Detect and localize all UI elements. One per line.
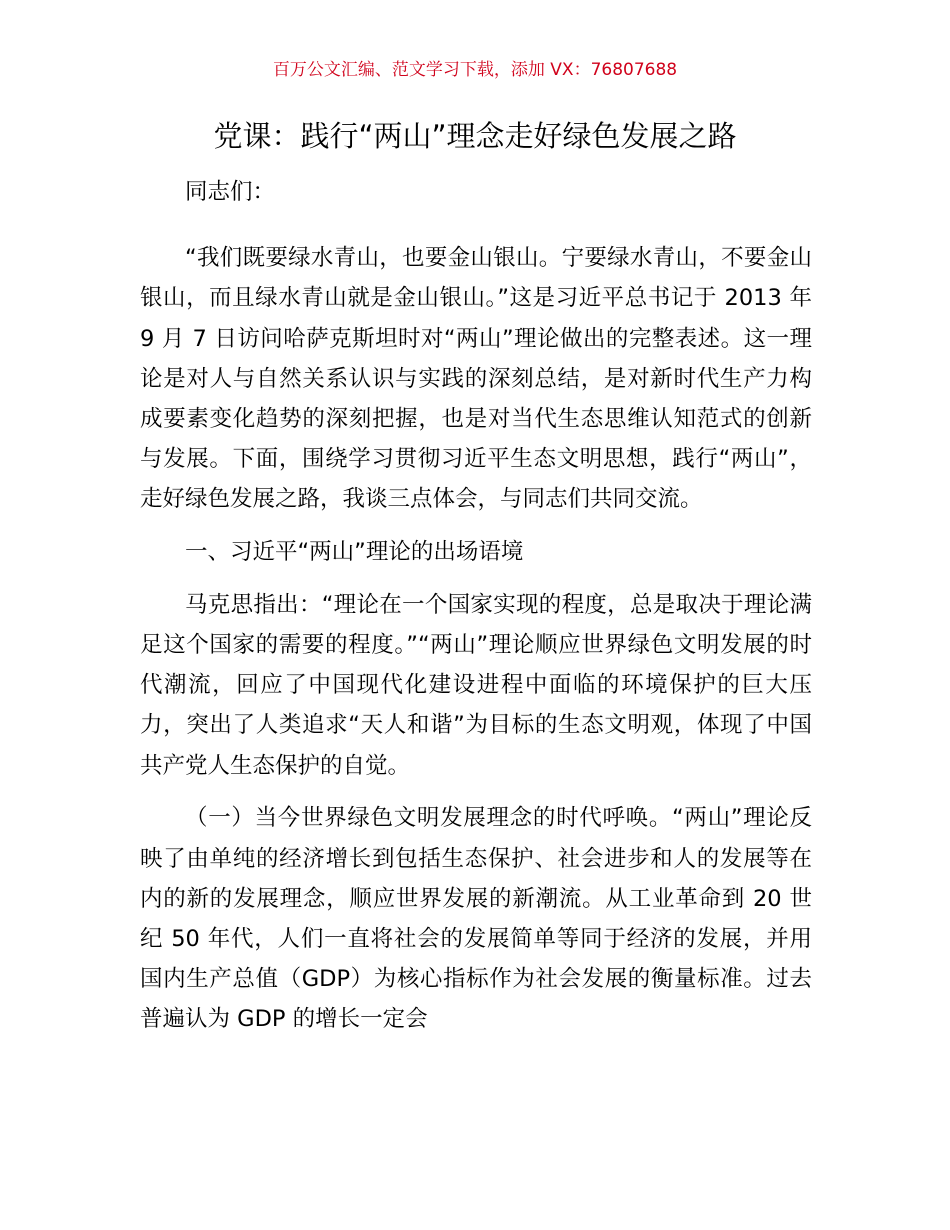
paragraph-marx-quote: 马克思指出：“理论在一个国家实现的程度，总是取决于理论满足这个国家的需要的程度。”“两山”理论顺应世界绿色文明发展的时代潮流，回应了中国现代化建设进程中面临的环境保护的巨大压力，突出了人类追求“天人和谐”为目标的生态文明观，体现了中国共产党人生态保护的自觉。	[140, 591, 812, 779]
document-title: 党课：践行“两山”理念走好绿色发展之路	[213, 119, 737, 153]
salutation: 同志们：	[185, 179, 276, 205]
header-watermark-note: 百万公文汇编、范文学习下载，添加 VX：76807688	[272, 60, 678, 80]
section-heading-1: 一、习近平“两山”理论的出场语境	[185, 539, 524, 566]
document-body	[140, 172, 812, 1052]
paragraph-intro: “我们既要绿水青山，也要金山银山。宁要绿水青山，不要金山银山，而且绿水青山就是金山银山。”这是习近平总书记于 2013 年 9 月 7 日访问哈萨克斯坦时对“两山”理论做出的完整表述。这一理论是对人与自然关系认识与实践的深刻总结，是对新时代生产力构成要素变化趋势的深刻把握，也是对当代生态思维认知范式的创新与发展。下面，围绕学习贯彻习近平生态文明思想，践行“两山”，走好绿色发展之路，我谈三点体会，与同志们共同交流。	[140, 245, 812, 513]
paragraph-subsection-1: （一）当今世界绿色文明发展理念的时代呼唤。“两山”理论反映了由单纯的经济增长到包括生态保护、社会进步和人的发展等在内的新的发展理念，顺应世界发展的新潮流。从工业革命到 20 世纪 50 年代，人们一直将社会的发展简单等同于经济的发展，并用国内生产总值（GDP）为核心指标作为社会发展的衡量标准。过去普遍认为 GDP 的增长一定会	[140, 805, 812, 1033]
